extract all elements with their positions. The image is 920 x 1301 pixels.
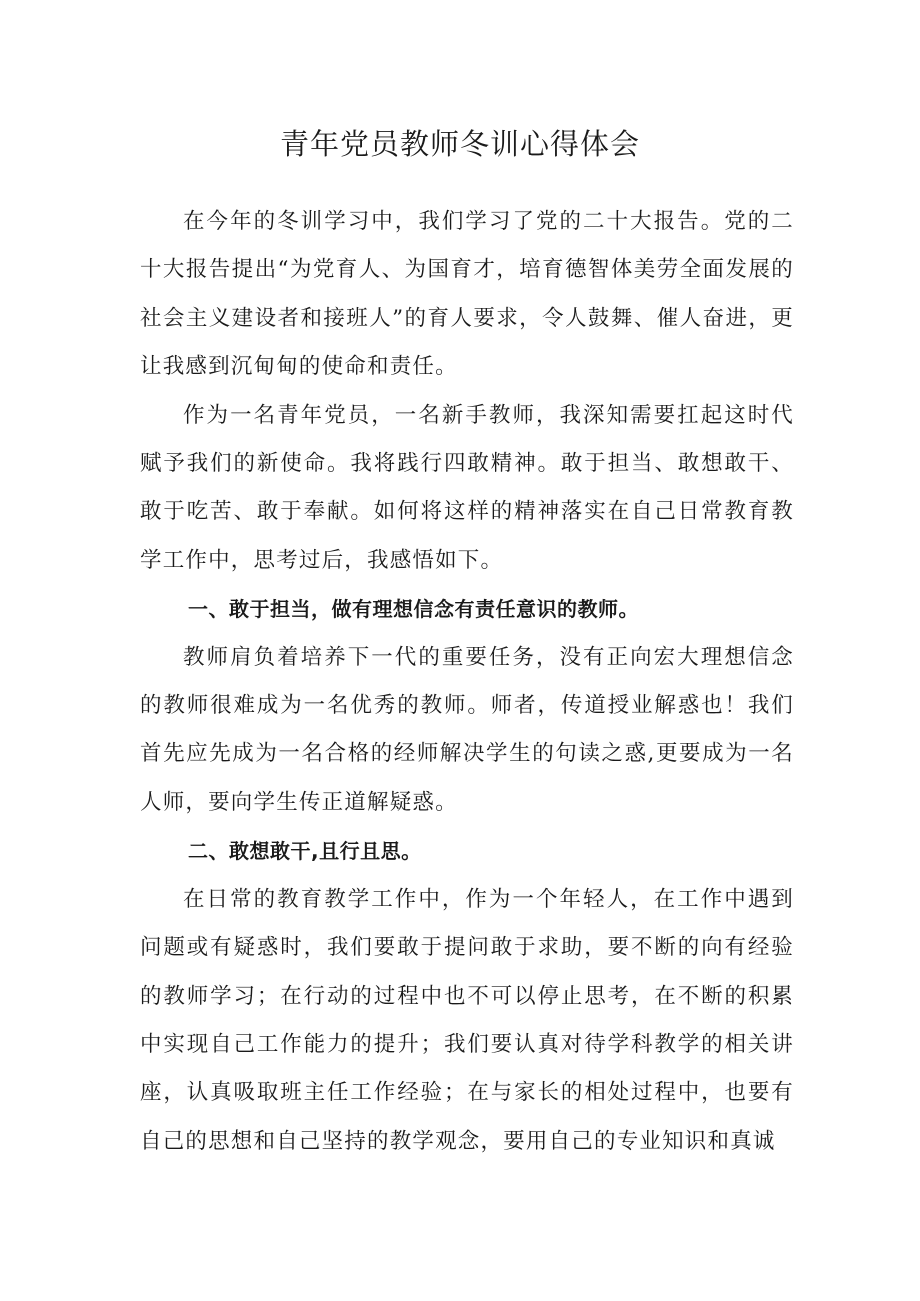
paragraph-intro: 在今年的冬训学习中，我们学习了党的二十大报告。党的二十大报告提出“为党育人、为国育才，培育德智体美劳全面发展的社会主义建设者和接班人”的育人要求，令人鼓舞、催人奋进，更让我感到沉甸甸的使命和责任。 <box>140 209 794 380</box>
paragraph-section-2: 在日常的教育教学工作中，作为一个年轻人，在工作中遇到问题或有疑惑时，我们要敢于提问敢于求助，要不断的向有经验的教师学习；在行动的过程中也不可以停止思考，在不断的积累中实现自己工作能力的提升；我们要认真对待学科教学的相关讲座，认真吸取班主任工作经验；在与家长的相处过程中，也要有自己的思想和自己坚持的教学观念，要用自己的专业知识和真诚 <box>140 886 794 1154</box>
paragraph-mission: 作为一名青年党员，一名新手教师，我深知需要扛起这时代赋予我们的新使命。我将践行四敢精神。敢于担当、敢想敢干、敢于吃苦、敢于奉献。如何将这样的精神落实在自己日常教育教学工作中，思考过后，我感悟如下。 <box>140 402 794 573</box>
paragraph-section-1: 教师肩负着培养下一代的重要任务，没有正向宏大理想信念的教师很难成为一名优秀的教师。师者，传道授业解惑也！我们首先应先成为一名合格的经师解决学生的句读之惑,更要成为一名人师，要向学生传正道解疑惑。 <box>140 644 794 815</box>
document-title: 青年党员教师冬训心得体会 <box>279 127 640 161</box>
section-heading-1: 一、敢于担当，做有理想信念有责任意识的教师。 <box>188 597 639 622</box>
document-body <box>140 198 794 1166</box>
section-heading-2: 二、敢想敢干,且行且思。 <box>188 839 422 864</box>
